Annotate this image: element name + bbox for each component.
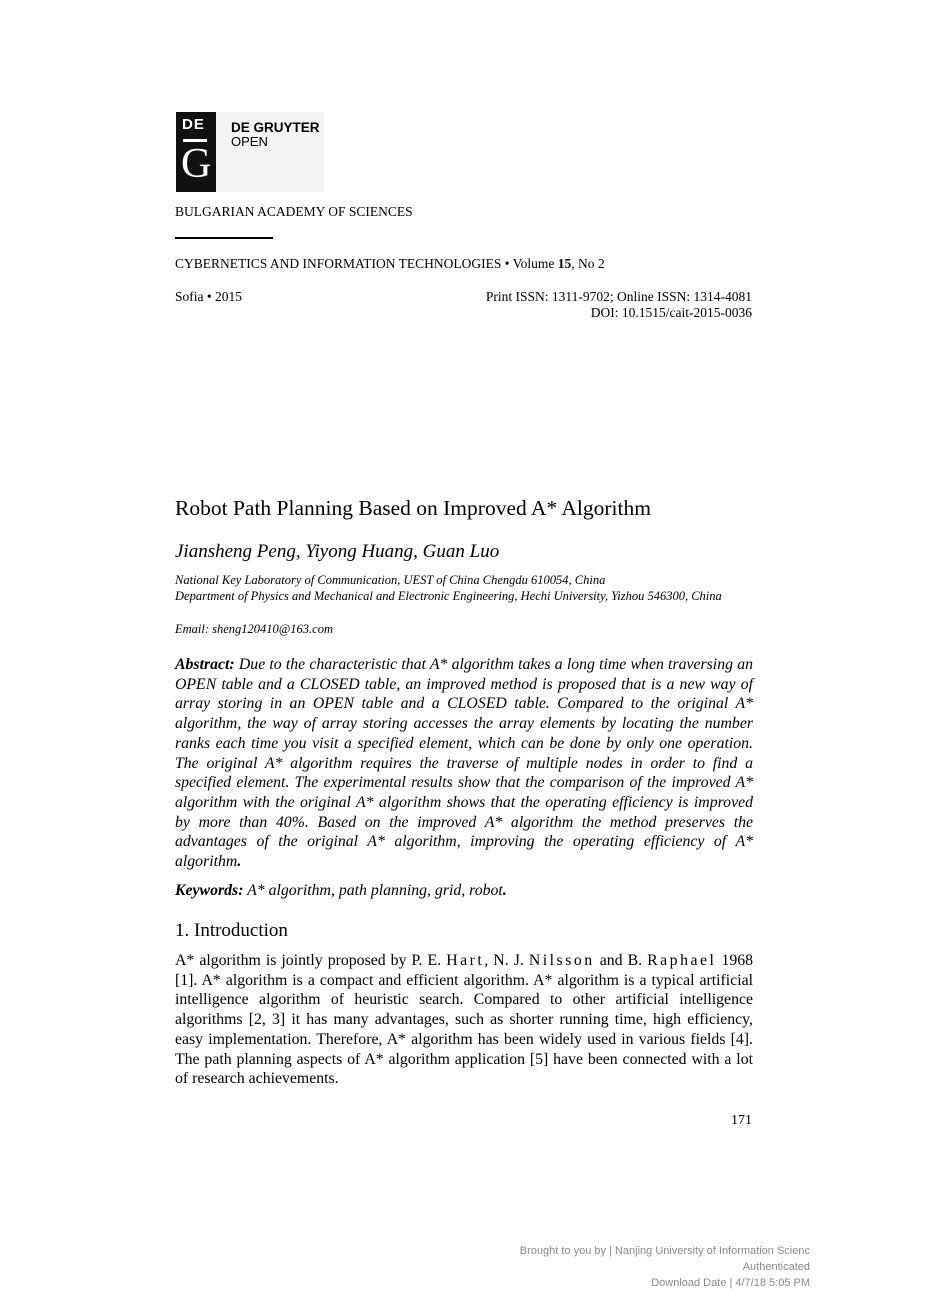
journal-line [175, 256, 605, 272]
author-name-hart: Hart [446, 952, 485, 969]
affiliation-2: Department of Physics and Mechanical and Electronic Engineering, Hechi University, Yizhou 546300, China [175, 589, 722, 603]
issue: , No 2 [571, 256, 605, 271]
author-name-nilsson: Nilsson [528, 952, 595, 969]
author-email: Email: sheng120410@163.com [175, 622, 334, 636]
publisher-name: DE GRUYTER [231, 120, 320, 135]
year: 2015 [214, 289, 242, 304]
logo-g-text: G [181, 141, 212, 187]
intro-paragraph [175, 951, 753, 1089]
intro-text-4: 1968 [1]. A* algorithm is a compact and efficient algorithm. A* algorithm is a typical artificial intelligence algorithm of heuristic search. Compared to other artificial intelligence algorithms [2, 3] it has many advantages, such as shorter running time, high efficiency, easy implementation. Therefore, A* algorithm has been widely used in various fields [4]. The path planning aspects of A* algorithm application [5] have been connected with a lot of research achievements. [175, 952, 754, 1088]
volume-number: 15 [557, 256, 572, 271]
publisher-logo [176, 112, 324, 192]
logo-mark [176, 112, 216, 192]
footer-line-3: Download Date | 4/7/18 5:05 PM [651, 1277, 810, 1289]
academy-name: BULGARIAN ACADEMY OF SCIENCES [175, 204, 413, 219]
publisher-sub: OPEN [231, 134, 268, 149]
page-number: 171 [731, 1113, 752, 1128]
logo-de-text: DE [182, 116, 205, 133]
footer-line-1: Brought to you by | Nanjing University of Information Scienc [519, 1245, 810, 1257]
keywords [175, 881, 507, 901]
abstract [175, 655, 753, 872]
journal-name: CYBERNETICS AND INFORMATION TECHNOLOGIES [175, 256, 502, 271]
paper-title: Robot Path Planning Based on Improved A* Algorithm [175, 496, 651, 520]
header-rule [175, 237, 273, 239]
keywords-text: A* algorithm, path planning, grid, robot [247, 882, 503, 899]
bullet: • [504, 256, 510, 271]
volume-label: Volume [512, 256, 555, 271]
abstract-text: Due to the characteristic that A* algorithm takes a long time when traversing an OPEN table and a CLOSED table, an improved method is proposed that is a new way of array storing in an OPEN table and a CLOSED table. Compared to the original A* algorithm, the way of array storing accesses the array elements by locating the number ranks each time you visit a specified element, which can be done by only one operation. The original A* algorithm requires the traverse of multiple nodes in order to find a specified element. The experimental results show that the comparison of the improved A* algorithm with the original A* algorithm shows that the operating efficiency is improved by more than 40%. Based on the improved A* algorithm the method preserves the advantages of the original A* algorithm, improving the operating efficiency of A* algorithm [175, 656, 753, 871]
keywords-end: . [502, 882, 507, 899]
section-heading: 1. Introduction [175, 920, 288, 941]
city: Sofia [175, 289, 204, 304]
abstract-label: Abstract: [175, 656, 235, 673]
place-year [175, 289, 242, 305]
intro-text-3: and B. [599, 952, 643, 969]
keywords-label: Keywords: [175, 882, 244, 899]
authors: Jiansheng Peng, Yiyong Huang, Guan Luo [175, 541, 500, 562]
abstract-end: . [237, 853, 242, 871]
intro-text-2: , N. J. [484, 952, 524, 969]
footer-line-2: Authenticated [742, 1261, 810, 1273]
bullet: • [206, 289, 212, 304]
intro-text-1: A* algorithm is jointly proposed by P. E. [175, 952, 442, 969]
issn: Print ISSN: 1311-9702; Online ISSN: 1314-4081 [485, 289, 752, 304]
affiliation-1: National Key Laboratory of Communication, UEST of China Chengdu 610054, China [175, 573, 606, 587]
author-name-raphael: Raphael [647, 952, 717, 969]
doi: DOI: 10.1515/cait-2015-0036 [590, 305, 752, 320]
